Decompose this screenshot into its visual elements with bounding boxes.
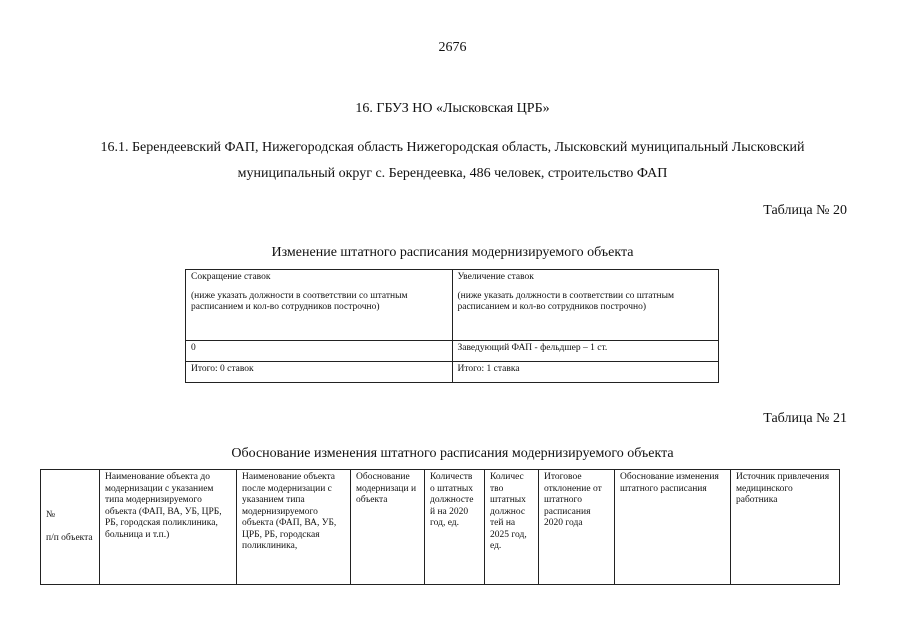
subsection-title-line1: 16.1. Берендеевский ФАП, Нижегородская область Нижегородская область, Лысковский муниципальный Лысковский [100, 140, 805, 155]
subsection-title-line2: муниципальный округ с. Берендеевка, 486 человек, строительство ФАП [237, 166, 668, 181]
col-object-before: Наименование объекта до модернизации с указанием типа модернизируемого объекта (ФАП, ВА, УБ, ЦРБ, РБ, городская поликлиника, больница и т.п.) [100, 470, 237, 585]
table20-caption: Изменение штатного расписания модернизируемого объекта [271, 245, 634, 260]
reduction-total-cell: Итого: 0 ставок [186, 362, 453, 383]
header-increase-cell [452, 270, 719, 341]
col-count-2025: Количес тво штатных должнос тей на 2025 год, ед. [485, 470, 539, 585]
increase-total-cell: Итого: 1 ставка [452, 362, 719, 383]
col-number-sign: № [46, 509, 56, 520]
col-number-label: п/п объекта [46, 533, 93, 543]
header-reduction-title: Сокращение ставок [191, 272, 271, 282]
staffing-justification-table [40, 469, 840, 585]
col-object-after: Наименование объекта после модернизации с указанием типа модернизируемого объекта (ФАП, ВА, УБ, ЦРБ, РБ, городская поликлиника, [237, 470, 351, 585]
table-row [41, 470, 840, 585]
increase-value-cell: Заведующий ФАП - фельдшер – 1 ст. [452, 341, 719, 362]
subsection-title [30, 135, 875, 187]
col-deviation: Итоговое отклонение от штатного расписания 2020 года [539, 470, 615, 585]
col-justification-staff: Обоснование изменения штатного расписания [615, 470, 731, 585]
header-reduction-note: (ниже указать должности в соответствии со штатным расписанием и кол-во сотрудников построчно) [191, 290, 408, 312]
col-count-2020: Количеств о штатных должносте й на 2020 год, ед. [425, 470, 485, 585]
section-title: 16. ГБУЗ НО «Лысковская ЦРБ» [355, 101, 550, 116]
table20-label: Таблица № 20 [763, 203, 847, 218]
col-justification-object: Обоснование модернизаци и объекта [351, 470, 425, 585]
page-number: 2676 [438, 40, 467, 55]
col-number-cell [41, 470, 100, 585]
header-increase-title: Увеличение ставок [457, 272, 534, 282]
staffing-change-table [185, 269, 719, 383]
reduction-value-cell: 0 [186, 341, 453, 362]
table-row [186, 270, 719, 341]
table21-label: Таблица № 21 [763, 411, 847, 426]
table-row [186, 362, 719, 383]
table21-caption: Обоснование изменения штатного расписания модернизируемого объекта [231, 446, 674, 461]
table-row [186, 341, 719, 362]
col-source: Источник привлечения медицинского работника [731, 470, 840, 585]
header-increase-note: (ниже указать должности в соответствии со штатным расписанием и кол-во сотрудников построчно) [457, 290, 674, 312]
header-reduction-cell [186, 270, 453, 341]
